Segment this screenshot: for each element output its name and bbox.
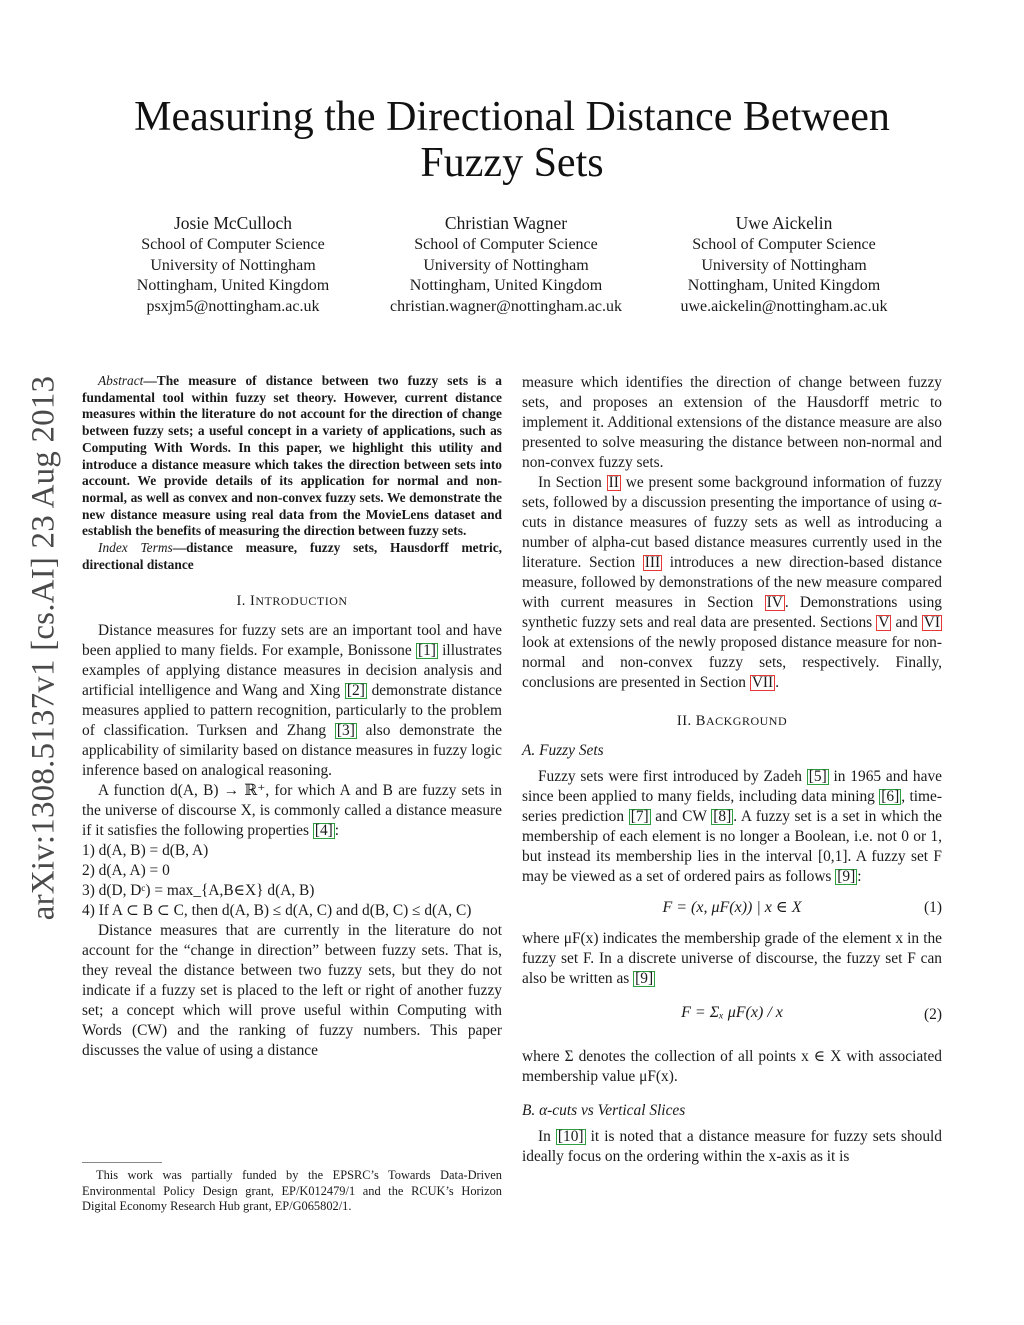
equation-body: F = Σₓ μF(x) / x [681, 1004, 783, 1021]
index-terms-label: Index Terms [98, 540, 173, 556]
section-link[interactable]: V [878, 614, 890, 631]
text: look at extensions of the newly proposed distance measure for non-normal and non-convex fuzzy sets, respectively. Finally, conclusions are presented in Section [522, 634, 942, 691]
author-location: Nottingham, United Kingdom [687, 277, 881, 295]
section-title-initial: B [695, 713, 706, 729]
author-name: Christian Wagner [444, 213, 568, 233]
intro-paragraph-continued: measure which identifies the direction of change between fuzzy sets, and proposes an extension of the Hausdorff metric to implement it. Additional extensions of the distance measure are also presented to solve measuring the distance between non-normal and non-convex fuzzy sets. [522, 374, 942, 471]
text: . A fuzzy set is a set in which the membership of each element is no longer a Boolean, i.e. not 0 or 1, but instead its membership lies in the interval [0,1]. A fuzzy set F may be viewed as a set of ordered pairs as follows [522, 808, 943, 885]
intro-paragraph-2 [82, 781, 502, 841]
author-location: Nottingham, United Kingdom [136, 277, 330, 295]
section-link[interactable]: VII [751, 674, 774, 691]
section-number: II. [676, 713, 692, 729]
left-column [82, 373, 502, 1061]
intro-paragraph-4 [522, 473, 942, 693]
citation-link[interactable]: [9] [635, 970, 654, 987]
equation-number: (1) [924, 899, 942, 916]
text: A function d(A, B) → ℝ⁺, for which A and B are fuzzy sets in the universe of discourse X, is commonly called a distance measure if it satisfies the following properties [82, 782, 502, 840]
citation-link[interactable]: [8] [713, 808, 732, 825]
text: In [538, 1128, 556, 1145]
subsection-heading-fuzzy-sets: A. Fuzzy Sets [522, 742, 604, 759]
citation-link[interactable]: [9] [837, 868, 856, 885]
section-title-initial: I [250, 593, 256, 610]
index-terms [82, 540, 502, 573]
list-item: 1) d(A, B) = d(B, A) [82, 842, 209, 860]
text: : [857, 868, 862, 885]
background-paragraph-4 [522, 1127, 942, 1167]
author-dept: School of Computer Science [414, 236, 598, 253]
section-heading-introduction [82, 591, 502, 611]
abstract-label: Abstract [98, 373, 144, 388]
section-link[interactable]: IV [766, 594, 783, 611]
section-link[interactable]: VI [923, 614, 940, 631]
author-block [83, 212, 383, 317]
properties-list [82, 841, 502, 921]
citation-link[interactable]: [2] [346, 682, 365, 700]
paper-title: Measuring the Directional Distance Between Fuzzy Sets [134, 94, 890, 186]
list-item: 4) If A ⊂ B ⊂ C, then d(A, B) ≤ d(A, C) and d(B, C) ≤ d(A, C) [82, 902, 472, 920]
background-paragraph-3: where Σ denotes the collection of all points x ∈ X with associated membership value μF(x). [522, 1048, 942, 1085]
author-uni: University of Nottingham [701, 256, 867, 274]
text: in 1965 and have since been applied to many fields, including data mining [522, 768, 942, 805]
abstract [82, 373, 502, 540]
section-number: I. [236, 593, 246, 610]
author-email[interactable]: christian.wagner@nottingham.ac.uk [390, 297, 622, 315]
text: where μF(x) indicates the membership grade of the element x in the fuzzy set F. In a discrete universe of discourse, the fuzzy set F can also be written as [522, 930, 942, 987]
text: illustrates examples of applying distance measures in decision analysis and artificial intelligence and Wang and Xing [82, 642, 502, 700]
author-block [634, 212, 934, 317]
text: Fuzzy sets were first introduced by Zadeh [538, 768, 807, 785]
section-title-rest: NTRODUCTION [255, 594, 348, 609]
equation-body: F = (x, μF(x)) | x ∈ X [662, 899, 802, 916]
section-link[interactable]: III [644, 554, 661, 571]
author-email[interactable]: psxjm5@nottingham.ac.uk [146, 297, 320, 315]
text: and [891, 614, 922, 631]
background-paragraph-2 [522, 929, 942, 989]
list-item: 2) d(A, A) = 0 [82, 862, 170, 880]
text: : [334, 822, 340, 840]
citation-link[interactable]: [1] [417, 642, 436, 660]
author-name: Uwe Aickelin [735, 213, 833, 233]
text: Distance measures for fuzzy sets are an important tool and have been applied to many fields. For example, Bonissone [82, 622, 502, 660]
text: also demonstrate the applicability of similarity based on distance measures in fuzzy logic inference based on analogical reasoning. [82, 722, 502, 780]
author-dept: School of Computer Science [692, 236, 876, 253]
text: it is noted that a distance measure for fuzzy sets should ideally focus on the ordering within the x-axis as it is [522, 1128, 942, 1165]
author-email[interactable]: uwe.aickelin@nottingham.ac.uk [680, 297, 888, 315]
text: . Demonstrations using synthetic fuzzy sets and real data are presented. Sections [522, 594, 942, 631]
index-terms-text: —distance measure, fuzzy sets, Hausdorff metric, directional distance [82, 540, 502, 572]
section-link[interactable]: II [608, 474, 619, 491]
citation-link[interactable]: [5] [808, 768, 827, 785]
equation-number: (2) [924, 1006, 942, 1023]
author-location: Nottingham, United Kingdom [409, 277, 603, 295]
author-uni: University of Nottingham [423, 256, 589, 274]
right-column [522, 373, 942, 1167]
intro-paragraph-3: Distance measures that are currently in the literature do not account for the “change in direction” between fuzzy sets. That is, they reveal the distance between two fuzzy sets, but they do not indicate if a fuzzy set is placed to the left or right of another fuzzy set; a concept which will prove useful within Computing with Words (CW) and the ranking of fuzzy numbers. This paper discusses the value of using a distance [82, 922, 502, 1060]
text: demonstrate distance measures applied to pattern recognition, particularly to the problem of classification. Turksen and Zhang [82, 682, 502, 740]
subsection-heading-alpha-cuts: B. α-cuts vs Vertical Slices [522, 1102, 686, 1119]
author-uni: University of Nottingham [150, 256, 316, 274]
section-heading-background [522, 711, 942, 731]
text: introduces a new direction-based distance measure, followed by demonstrations of the new measure compared with current measures in Section [522, 554, 942, 611]
citation-link[interactable]: [10] [557, 1128, 584, 1145]
equation-1 [522, 891, 942, 925]
arxiv-identifier [25, 365, 62, 930]
citation-link[interactable]: [4] [314, 822, 333, 840]
footnote-divider [82, 1162, 162, 1163]
footnote: This work was partially funded by the EPSRC’s Towards Data-Driven Environmental Policy Design grant, EP/K012479/1 and the RCUK’s Horizon Digital Economy Research Hub grant, EP/G065802/1. [82, 1168, 502, 1213]
equation-2 [522, 993, 942, 1043]
citation-link[interactable]: [7] [630, 808, 649, 825]
abstract-text: —The measure of distance between two fuzzy sets is a fundamental tool within fuzzy set theory. However, current distance measures within the literature do not account for the direction of change between fuzzy sets; a useful concept in a variety of applications, such as Computing With Words. In this paper, we highlight this utility and introduce a distance measure which takes the direction between sets into account. We provide details of its application for normal and non-normal, as well as convex and non-convex fuzzy sets. We demonstrate the new distance measure using real data from the MovieLens dataset and establish the benefits of measuring the direction between fuzzy sets. [82, 373, 502, 539]
text: . [775, 674, 780, 691]
background-paragraph-1 [522, 767, 942, 887]
text: , time-series prediction [522, 788, 942, 825]
author-block [356, 212, 656, 317]
intro-paragraph-1 [82, 621, 502, 781]
author-dept: School of Computer Science [141, 236, 325, 253]
section-title-rest: ACKGROUND [705, 714, 788, 728]
arxiv-identifier-text: arXiv:1308.5137v1 [cs.AI] 23 Aug 2013 [25, 375, 62, 920]
citation-link[interactable]: [3] [336, 722, 355, 740]
list-item: 3) d(D, Dᶜ) = max_{A,B∈X} d(A, B) [82, 882, 315, 900]
text: In Section [538, 474, 607, 491]
text: and CW [650, 808, 712, 825]
text: we present some background information of fuzzy sets, followed by a discussion presenting the importance of using α-cuts in distance measures of fuzzy sets as well as introducing a number of alpha-cut based distance measures currently used in the literature. Section [522, 474, 942, 571]
citation-link[interactable]: [6] [881, 788, 900, 805]
author-name: Josie McCulloch [173, 213, 293, 233]
